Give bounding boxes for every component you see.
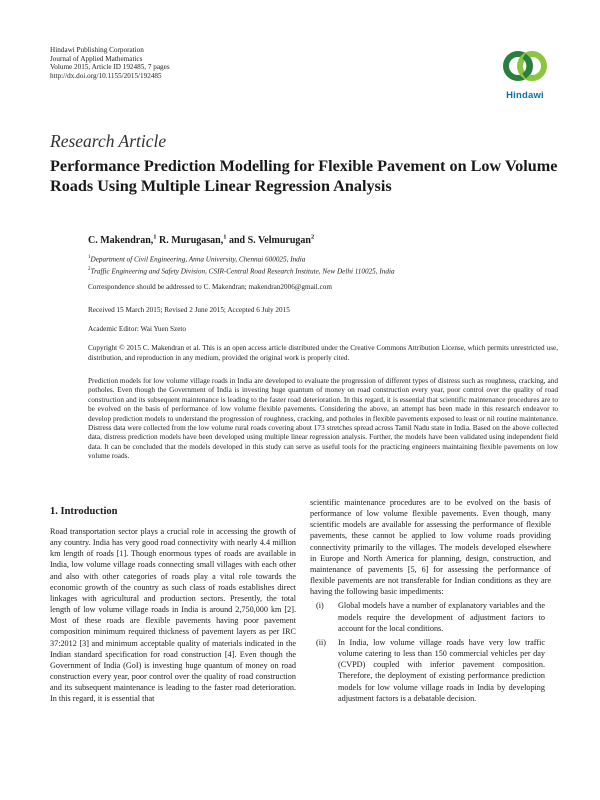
list-marker: (i) [316, 601, 324, 611]
correspondence: Correspondence should be addressed to C. Makendran; makendran2006@gmail.com [88, 283, 332, 291]
list-item-text: In India, low volume village roads have very low traffic volume catering to less than 150 commercial vehicles per day (CVPD) coupled with inferior pavement composition. Therefore, the deployment of existing performance prediction models for low volume village roads in India by developing adjustment factors is a debatable decision. [338, 637, 545, 703]
author-list [88, 234, 314, 246]
doi-link[interactable]: http://dx.doi.org/10.1155/2015/192485 [50, 71, 162, 80]
affiliation-1: $^1$Department of Civil Engineering, Anna University, Chennai 600025, India [88, 255, 306, 264]
list-item [310, 600, 551, 633]
publisher-info [50, 46, 170, 80]
hindawi-logo [499, 44, 551, 106]
article-title: Performance Prediction Modelling for Flexible Pavement on Low Volume Roads Using Multiple Linear Regression Analysis [50, 157, 558, 195]
list-item [310, 637, 551, 704]
impediments-list [310, 600, 551, 703]
author-2: R. Murugasan,$^1$ [159, 234, 227, 247]
hindawi-logo-text: Hindawi [506, 90, 544, 101]
volume-info: Volume 2015, Article ID 192485, 7 pages [50, 63, 170, 72]
article-type: Research Article [50, 131, 167, 151]
list-item-text: Global models have a number of explanatory variables and the models require the development of adjustment factors to account for the local conditions. [338, 601, 545, 633]
intro-right-paragraph: scientific maintenance procedures are to be evolved on the basis of performance of low volume flexible pavements. Even though, many scientific models are available for assessing the performance of flexible pavements, these cannot be applied to low volume roads providing connectivity primarily to the villages. The models developed elsewhere in Europe and North America for planning, design, construction, and maintenance of pavements [5, 6] for assessing the performance of flexible pavements are not transferable for Indian conditions as they are having the following basic impediments: [310, 498, 551, 597]
copyright-notice: Copyright © 2015 C. Makendran et al. This is an open access article distributed under the Creative Commons Attribution License, which permits unrestricted use, distribution, and reproduction in any medium, provided the original work is properly cited. [88, 344, 558, 362]
section-heading-introduction: 1. Introduction [50, 506, 118, 517]
abstract: Prediction models for low volume village roads in India are developed to evaluate the progression of different types of distress such as roughness, cracking, and potholes. Even though the Government of India is investing huge quantum of money on road construction every year, poor control over the quality of road construction and its subsequent maintenance is leading to the faster road deterioration. In this regard, it is essential that scientific maintenance procedures are to be evolved on the basis of performance of low volume flexible pavements. Considering the above, an attempt has been made in this research endeavor to develop prediction models to understand the progression of roughness, cracking, and potholes in flexible pavements exposed to least or nil routine maintenance. Distress data were collected from the low volume rural roads covering about 173 stretches spread across Tamil Nadu state in India. Based on the above collected data, distress prediction models have been developed using multiple linear regression analysis. Further, the models have been validated using independent field data. It can be concluded that the models developed in this study can serve as useful tools for the practicing engineers maintaining flexible pavements on low volume roads. [88, 376, 558, 461]
publisher-name: Hindawi Publishing Corporation [50, 46, 144, 54]
list-marker: (ii) [316, 637, 327, 647]
affiliations [88, 253, 558, 277]
academic-editor: Academic Editor: Wai Yuen Szeto [88, 325, 187, 333]
affiliation-2: $^2$Traffic Engineering and Safety Division, CSIR-Central Road Research Institute, New Delhi 110025, India [88, 266, 395, 276]
author-3: and S. Velmurugan$^2$ [228, 234, 315, 247]
intro-left-column: Road transportation sector plays a crucial role in accessing the growth of any country. India has very good road connectivity with nearly 4.4 million km length of roads [1]. Though enormous types of roads are available in India, low volume village roads connecting small villages with each other and also with other categories of roads play a vital role towards the economic growth of the country as such class of roads establishes direct linkages with agricultural and production sectors. Presently, the total length of low volume village roads in India is around 2,750,000 km [2]. Most of these roads are flexible pavements having poor pavement composition minimum required thickness of pavement layers as per IRC 37:2012 [3] and minimum acceptable quality of materials indicated in the Indian standard specification for road construction [4]. Even though the Government of India (GoI) is investing huge quantum of money on road construction every year, poor control over the quality of road construction and its subsequent maintenance is leading to the faster road deterioration. In this regard, it is essential that [50, 527, 296, 704]
author-1: C. Makendran,$^1$ [88, 234, 157, 247]
journal-name: Journal of Applied Mathematics [50, 54, 143, 63]
article-dates: Received 15 March 2015; Revised 2 June 2015; Accepted 6 July 2015 [88, 306, 290, 314]
hindawi-logo-icon [499, 44, 551, 88]
intro-right-column [310, 497, 551, 707]
